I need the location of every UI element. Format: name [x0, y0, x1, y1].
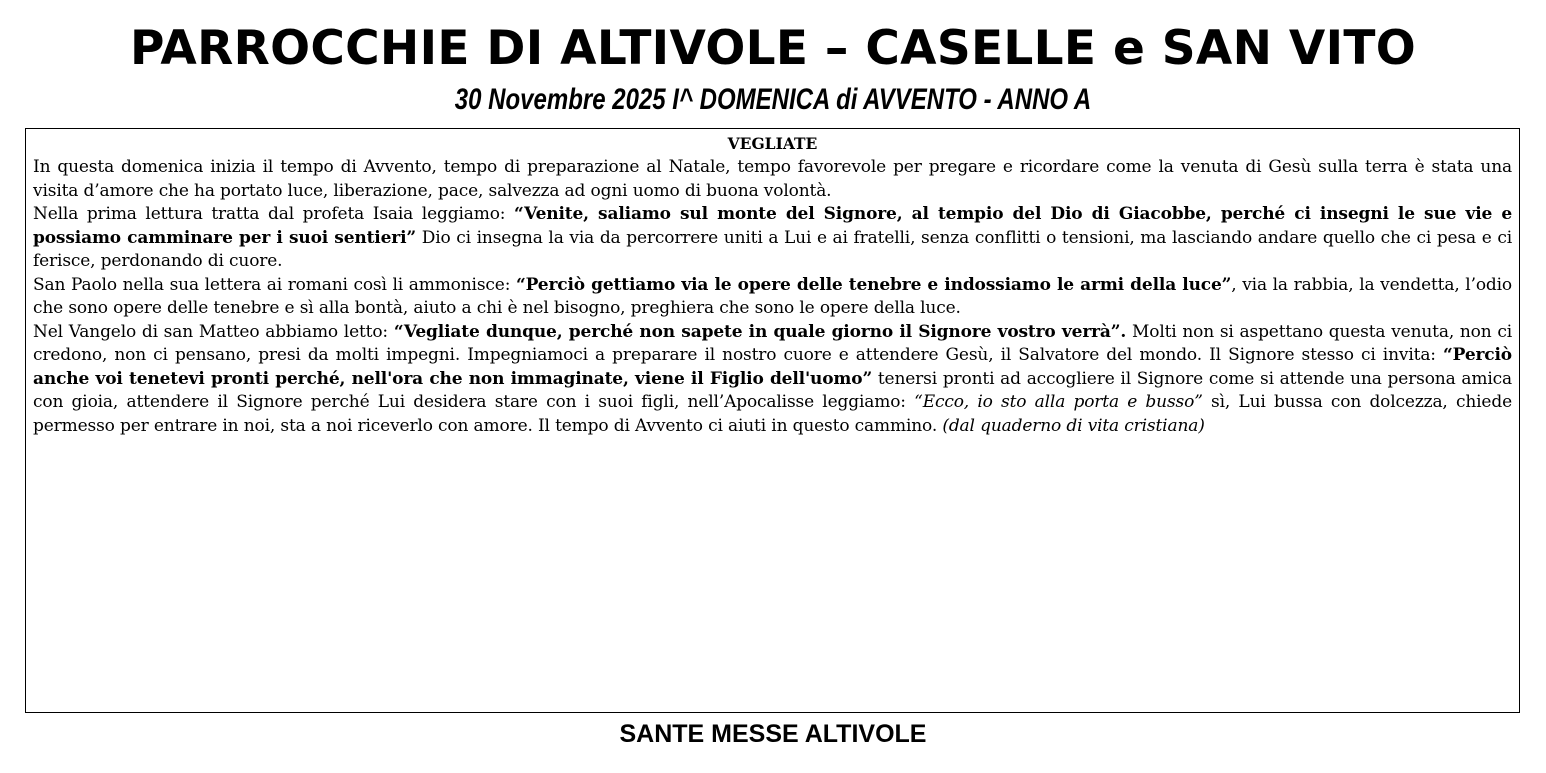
- quote-bold: “Perciò anche voi tenetevi pronti perché, nell'ora che non immaginate, viene il Figlio dell'uomo”: [33, 345, 1512, 389]
- article-paragraph: [33, 321, 1512, 439]
- text-run: Molti non si aspettano questa venuta, non ci credono, non ci pensano, presi da molti impegni. Impegniamoci a preparare il nostro cuore e attendere Gesù, il Salvatore del mondo. Il Signore stesso ci invita:: [33, 321, 1513, 365]
- text-run: tenersi pronti ad accogliere il Signore come si attende una persona amica con gioia, attendere il Signore perché Lui desidera stare con i suoi figli, nell’Apocalisse leggiamo:: [33, 368, 1512, 412]
- text-run: San Paolo nella sua lettera ai romani così li ammonisce:: [33, 274, 516, 295]
- text-run: Nel Vangelo di san Matteo abbiamo letto:: [33, 321, 394, 342]
- page-title: PARROCCHIE DI ALTIVOLE – CASELLE e SAN VITO: [130, 21, 1416, 76]
- section-title: SANTE MESSE ALTIVOLE: [619, 720, 927, 748]
- quote-bold: “Perciò gettiamo via le opere delle tenebre e indossiamo le armi della luce”: [515, 274, 1232, 295]
- text-italic: “Ecco, io sto alla porta e busso”: [914, 392, 1203, 412]
- page-subtitle: 30 Novembre 2025 I^ DOMENICA di AVVENTO - ANNO A: [454, 83, 1092, 116]
- article-box: [25, 128, 1520, 713]
- text-run: Dio ci insegna la via da percorrere uniti a Lui e ai fratelli, senza conflitti o tensioni, ma lasciando andare quello che ci pesa e ci ferisce, perdonando di cuore.: [33, 227, 1512, 271]
- quote-bold: “Venite, saliamo sul monte del Signore, al tempio del Dio di Giacobbe, perché ci insegni le sue vie e possiamo camminare per i suoi sentieri”: [33, 204, 1512, 248]
- text-run: sì, Lui bussa con dolcezza, chiede permesso per entrare in noi, sta a noi riceverlo con amore. Il tempo di Avvento ci aiuti in questo cammino.: [33, 392, 1512, 436]
- article-paragraph: [33, 156, 1512, 203]
- article-paragraph: [33, 274, 1512, 321]
- article-paragraph: [33, 203, 1512, 274]
- text-run: Nella prima lettura tratta dal profeta Isaia leggiamo:: [33, 204, 514, 224]
- text-run: , via la rabbia, la vendetta, l’odio che sono opere delle tenebre e sì alla bontà, aiuto a chi è nel bisogno, preghiera che sono le opere della luce.: [33, 274, 1513, 318]
- text-italic: (dal quaderno di vita cristiana): [942, 415, 1205, 436]
- article-heading: VEGLIATE: [727, 134, 818, 153]
- quote-bold: “Vegliate dunque, perché non sapete in quale giorno il Signore vostro verrà”.: [393, 321, 1127, 342]
- article-body: [33, 156, 1512, 438]
- text-run: In questa domenica inizia il tempo di Avvento, tempo di preparazione al Natale, tempo favorevole per pregare e ricordare come la venuta di Gesù sulla terra è stata una visita d’amore che ha portato luce, liberazione, pace, salvezza ad ogni uomo di buona volontà.: [33, 157, 1512, 201]
